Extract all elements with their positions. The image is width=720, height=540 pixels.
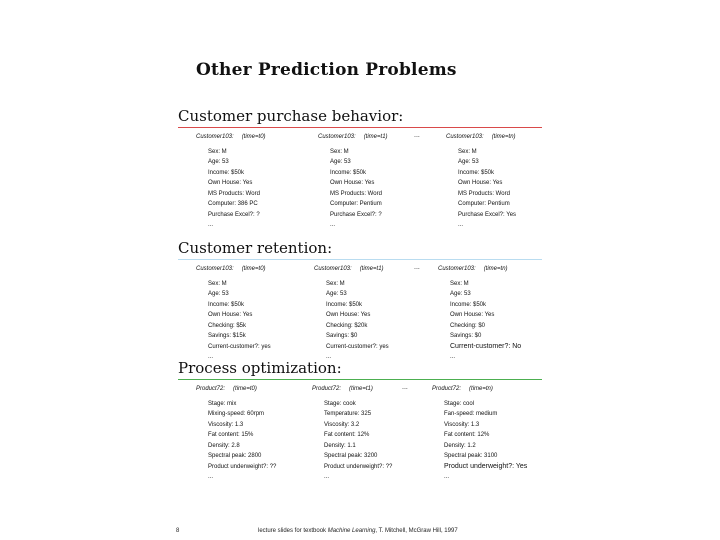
footer-book-title: Machine Learning bbox=[327, 528, 376, 534]
attr-row: Savings: $0 bbox=[450, 333, 482, 339]
attr-row: Computer: Pentium bbox=[330, 201, 382, 207]
record-header: Customer103: (time=t0) bbox=[196, 266, 266, 272]
attr-row: ... bbox=[444, 474, 450, 480]
attr-row: ... bbox=[450, 354, 456, 360]
section-customer-purchase bbox=[178, 106, 542, 238]
attr-row: Income: $50k bbox=[208, 169, 245, 176]
record-column-t1 bbox=[312, 384, 392, 483]
record-columns bbox=[178, 260, 542, 370]
attr-row: Own House: Yes bbox=[326, 312, 371, 318]
record-header: Customer103: (time=tn) bbox=[446, 134, 516, 140]
attr-row: ... bbox=[330, 222, 336, 228]
record-column-tn bbox=[432, 384, 527, 483]
attr-row: Own House: Yes bbox=[330, 180, 375, 186]
attr-row: Current-customer?: yes bbox=[326, 343, 389, 350]
attr-row: Stage: mix bbox=[208, 400, 237, 407]
attr-row: Own House: Yes bbox=[208, 312, 253, 318]
attr-row: ... bbox=[208, 474, 214, 480]
attr-row: MS Products: Word bbox=[208, 190, 260, 197]
attr-row: Income: $50k bbox=[208, 301, 245, 308]
attr-row: MS Products: Word bbox=[458, 190, 510, 197]
section-customer-retention bbox=[178, 238, 542, 370]
attr-row: Computer: Pentium bbox=[458, 201, 510, 207]
record-column-tn bbox=[438, 264, 521, 363]
record-column-t0 bbox=[196, 264, 271, 363]
continuation-ellipsis: ... bbox=[414, 264, 420, 271]
attr-row: ... bbox=[458, 222, 464, 228]
attr-row: Age: 53 bbox=[458, 159, 479, 165]
attr-row: ... bbox=[326, 354, 332, 360]
attr-row: Age: 53 bbox=[330, 159, 351, 165]
attr-row: Age: 53 bbox=[450, 291, 471, 297]
section-heading: Customer retention: bbox=[178, 239, 333, 257]
attr-row: Current-customer?: yes bbox=[208, 343, 271, 350]
attr-row: Sex: M bbox=[450, 280, 469, 287]
slide-footer bbox=[176, 528, 458, 534]
attr-row: Age: 53 bbox=[326, 291, 347, 297]
attr-row: Spectral peak: 3200 bbox=[324, 453, 378, 459]
attr-row: Fan-speed: medium bbox=[444, 411, 498, 417]
record-column-t1 bbox=[314, 264, 389, 363]
attr-row: Age: 53 bbox=[208, 291, 229, 297]
record-header: Product72: (time=tn) bbox=[432, 386, 493, 392]
attr-row: Sex: M bbox=[458, 148, 477, 155]
record-header: Customer103: (time=t0) bbox=[196, 134, 266, 140]
attr-row: Age: 53 bbox=[208, 159, 229, 165]
continuation-ellipsis: ... bbox=[402, 384, 408, 391]
section-heading: Process optimization: bbox=[178, 359, 342, 377]
attr-row: Computer: 386 PC bbox=[208, 201, 258, 207]
attr-row: ... bbox=[208, 354, 214, 360]
attr-row: Viscosity: 1.3 bbox=[208, 421, 244, 428]
attr-row: Purchase Excel?: Yes bbox=[458, 211, 517, 218]
attr-row: Fat content: 12% bbox=[324, 432, 370, 438]
section-heading: Customer purchase behavior: bbox=[178, 107, 404, 125]
record-columns bbox=[178, 380, 542, 490]
footer-text: lecture slides for textbook bbox=[258, 528, 328, 534]
attr-row: Own House: Yes bbox=[458, 180, 503, 186]
attr-row: Savings: $15k bbox=[208, 333, 246, 339]
attr-row: Checking: $5k bbox=[208, 322, 247, 329]
attr-row: Income: $50k bbox=[450, 301, 487, 308]
attr-row: Stage: cool bbox=[444, 400, 475, 407]
record-column-t0 bbox=[196, 384, 276, 483]
attr-row: Spectral peak: 2800 bbox=[208, 453, 262, 459]
attr-row: Fat content: 12% bbox=[444, 432, 490, 438]
attr-row: ... bbox=[324, 474, 330, 480]
record-header: Product72: (time=t0) bbox=[196, 386, 257, 392]
attr-row: Mixing-speed: 60rpm bbox=[208, 411, 265, 417]
attr-row: Income: $50k bbox=[458, 169, 495, 176]
record-header: Customer103: (time=t1) bbox=[314, 266, 384, 272]
attr-row: Purchase Excel?: ? bbox=[208, 211, 260, 218]
attr-row: Fat content: 15% bbox=[208, 432, 254, 438]
record-column-t0 bbox=[196, 132, 266, 231]
attr-row: ... bbox=[208, 222, 214, 228]
attr-row: Sex: M bbox=[330, 148, 349, 155]
attr-row: Purchase Excel?: ? bbox=[330, 211, 382, 218]
attr-row: Income: $50k bbox=[330, 169, 367, 176]
attr-row: Product underweight?: ?? bbox=[208, 463, 277, 470]
continuation-ellipsis: ... bbox=[414, 132, 420, 139]
footer-credit: , T. Mitchell, McGraw Hill, 1997 bbox=[375, 528, 458, 534]
attr-row: Income: $50k bbox=[326, 301, 363, 308]
attr-row: Savings: $0 bbox=[326, 333, 358, 339]
attr-row: Density: 1.2 bbox=[444, 442, 476, 449]
record-columns bbox=[178, 128, 542, 238]
attr-row: Own House: Yes bbox=[208, 180, 253, 186]
attr-row: Stage: cook bbox=[324, 400, 356, 407]
attr-row: MS Products: Word bbox=[330, 190, 382, 197]
attr-row: Viscosity: 1.3 bbox=[444, 421, 480, 428]
attr-row: Viscosity: 3.2 bbox=[324, 421, 360, 428]
record-column-tn bbox=[446, 132, 516, 231]
record-header: Customer103: (time=tn) bbox=[438, 266, 508, 272]
attr-row: Sex: M bbox=[326, 280, 345, 287]
record-column-t1 bbox=[318, 132, 388, 231]
attr-row: Sex: M bbox=[208, 280, 227, 287]
attr-row: Own House: Yes bbox=[450, 312, 495, 318]
slide-title: Other Prediction Problems bbox=[196, 60, 457, 80]
attr-row: Checking: $20k bbox=[326, 322, 368, 329]
page-number: 8 bbox=[176, 528, 180, 534]
attr-row: Density: 2.8 bbox=[208, 442, 240, 449]
attr-row: Sex: M bbox=[208, 148, 227, 155]
record-header: Product72: (time=t1) bbox=[312, 386, 373, 392]
attr-row: Product underweight?: Yes bbox=[444, 462, 528, 470]
attr-row: Current-customer?: No bbox=[450, 342, 522, 350]
record-header: Customer103: (time=t1) bbox=[318, 134, 388, 140]
attr-row: Checking: $0 bbox=[450, 322, 486, 329]
attr-row: Density: 1.1 bbox=[324, 442, 356, 449]
section-process-optimization bbox=[178, 358, 542, 490]
attr-row: Product underweight?: ?? bbox=[324, 463, 393, 470]
attr-row: Spectral peak: 3100 bbox=[444, 453, 498, 459]
attr-row: Temperature: 325 bbox=[324, 411, 372, 417]
